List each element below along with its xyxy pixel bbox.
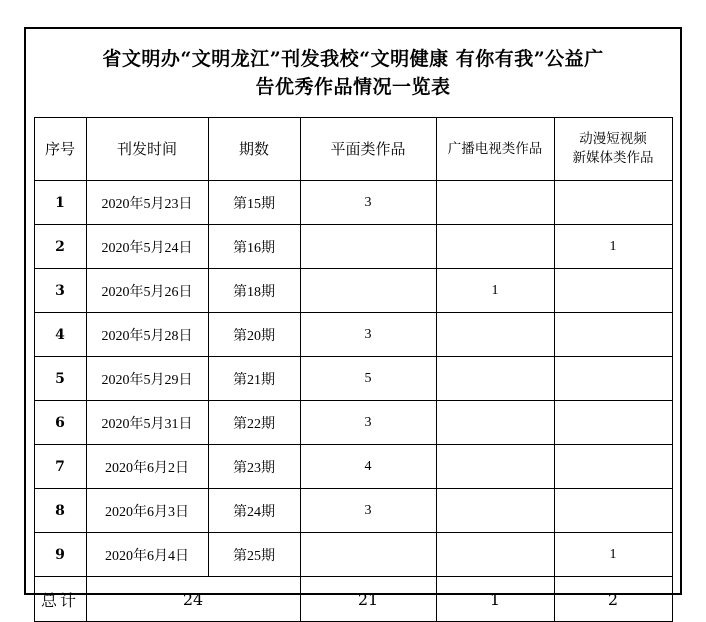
- cell-broadcast-tv-works: [436, 533, 554, 577]
- document-frame: [24, 27, 682, 610]
- cell-index: 1: [34, 181, 86, 225]
- cell-date: 2020年5月31日: [86, 401, 208, 445]
- table-row: [34, 313, 672, 357]
- cell-index: 6: [34, 401, 86, 445]
- cell-index: 5: [34, 357, 86, 401]
- table-row: [34, 269, 672, 313]
- cell-issue: 第16期: [208, 225, 300, 269]
- cell-animation-newmedia-works: [554, 489, 672, 533]
- cell-broadcast-tv-works: [436, 357, 554, 401]
- header-animation-newmedia-works: [554, 118, 672, 181]
- cell-date: 2020年5月23日: [86, 181, 208, 225]
- cell-issue: 第20期: [208, 313, 300, 357]
- cell-date: 2020年6月2日: [86, 445, 208, 489]
- cell-print-works: [300, 225, 436, 269]
- cell-date: 2020年5月26日: [86, 269, 208, 313]
- cell-animation-newmedia-works: [554, 269, 672, 313]
- cell-print-works: 4: [300, 445, 436, 489]
- cell-print-works: 3: [300, 401, 436, 445]
- cell-print-works: [300, 533, 436, 577]
- table-header: [34, 118, 672, 181]
- total-count: 24: [86, 577, 300, 622]
- cell-broadcast-tv-works: [436, 401, 554, 445]
- table-row: [34, 401, 672, 445]
- table-footer: [34, 577, 672, 622]
- cell-index: 8: [34, 489, 86, 533]
- cell-date: 2020年5月24日: [86, 225, 208, 269]
- cell-animation-newmedia-works: [554, 357, 672, 401]
- cell-broadcast-tv-works: [436, 489, 554, 533]
- cell-date: 2020年5月28日: [86, 313, 208, 357]
- cell-issue: 第24期: [208, 489, 300, 533]
- cell-date: 2020年6月3日: [86, 489, 208, 533]
- header-animation-line-2: 新媒体类作品: [572, 150, 654, 166]
- cell-index: 7: [34, 445, 86, 489]
- cell-broadcast-tv-works: [436, 313, 554, 357]
- table-row: [34, 225, 672, 269]
- table-row: [34, 533, 672, 577]
- cell-print-works: 3: [300, 313, 436, 357]
- title-line-1: 省文明办“文明龙江”刊发我校“文明健康 有你有我”公益广: [102, 48, 604, 70]
- cell-issue: 第15期: [208, 181, 300, 225]
- document-title: [26, 29, 680, 111]
- cell-issue: 第21期: [208, 357, 300, 401]
- cell-broadcast-tv-works: [436, 181, 554, 225]
- header-index: 序号: [34, 118, 86, 181]
- cell-animation-newmedia-works: [554, 445, 672, 489]
- table-row: [34, 357, 672, 401]
- cell-broadcast-tv-works: [436, 445, 554, 489]
- cell-index: 3: [34, 269, 86, 313]
- cell-broadcast-tv-works: [436, 225, 554, 269]
- header-row: [34, 118, 672, 181]
- cell-issue: 第22期: [208, 401, 300, 445]
- total-label: 总计: [34, 577, 86, 622]
- cell-index: 4: [34, 313, 86, 357]
- cell-animation-newmedia-works: [554, 313, 672, 357]
- table-body: [34, 181, 672, 577]
- total-print-works: 21: [300, 577, 436, 622]
- summary-table: [34, 117, 673, 622]
- cell-index: 2: [34, 225, 86, 269]
- cell-issue: 第23期: [208, 445, 300, 489]
- title-line-2: 告优秀作品情况一览表: [255, 76, 451, 98]
- cell-animation-newmedia-works: 1: [554, 225, 672, 269]
- header-broadcast-tv-works: 广播电视类作品: [436, 118, 554, 181]
- total-row: [34, 577, 672, 622]
- cell-print-works: 5: [300, 357, 436, 401]
- cell-broadcast-tv-works: 1: [436, 269, 554, 313]
- total-broadcast-tv-works: 1: [436, 577, 554, 622]
- cell-date: 2020年5月29日: [86, 357, 208, 401]
- cell-print-works: 3: [300, 489, 436, 533]
- cell-animation-newmedia-works: [554, 181, 672, 225]
- cell-animation-newmedia-works: 1: [554, 533, 672, 577]
- table-row: [34, 489, 672, 533]
- header-publish-date: 刊发时间: [86, 118, 208, 181]
- table-row: [34, 445, 672, 489]
- total-animation-newmedia-works: 2: [554, 577, 672, 622]
- cell-index: 9: [34, 533, 86, 577]
- cell-animation-newmedia-works: [554, 401, 672, 445]
- cell-print-works: [300, 269, 436, 313]
- cell-date: 2020年6月4日: [86, 533, 208, 577]
- header-print-works: 平面类作品: [300, 118, 436, 181]
- cell-issue: 第25期: [208, 533, 300, 577]
- cell-issue: 第18期: [208, 269, 300, 313]
- table-row: [34, 181, 672, 225]
- cell-print-works: 3: [300, 181, 436, 225]
- header-issue-number: 期数: [208, 118, 300, 181]
- header-animation-line-1: 动漫短视频: [579, 131, 647, 147]
